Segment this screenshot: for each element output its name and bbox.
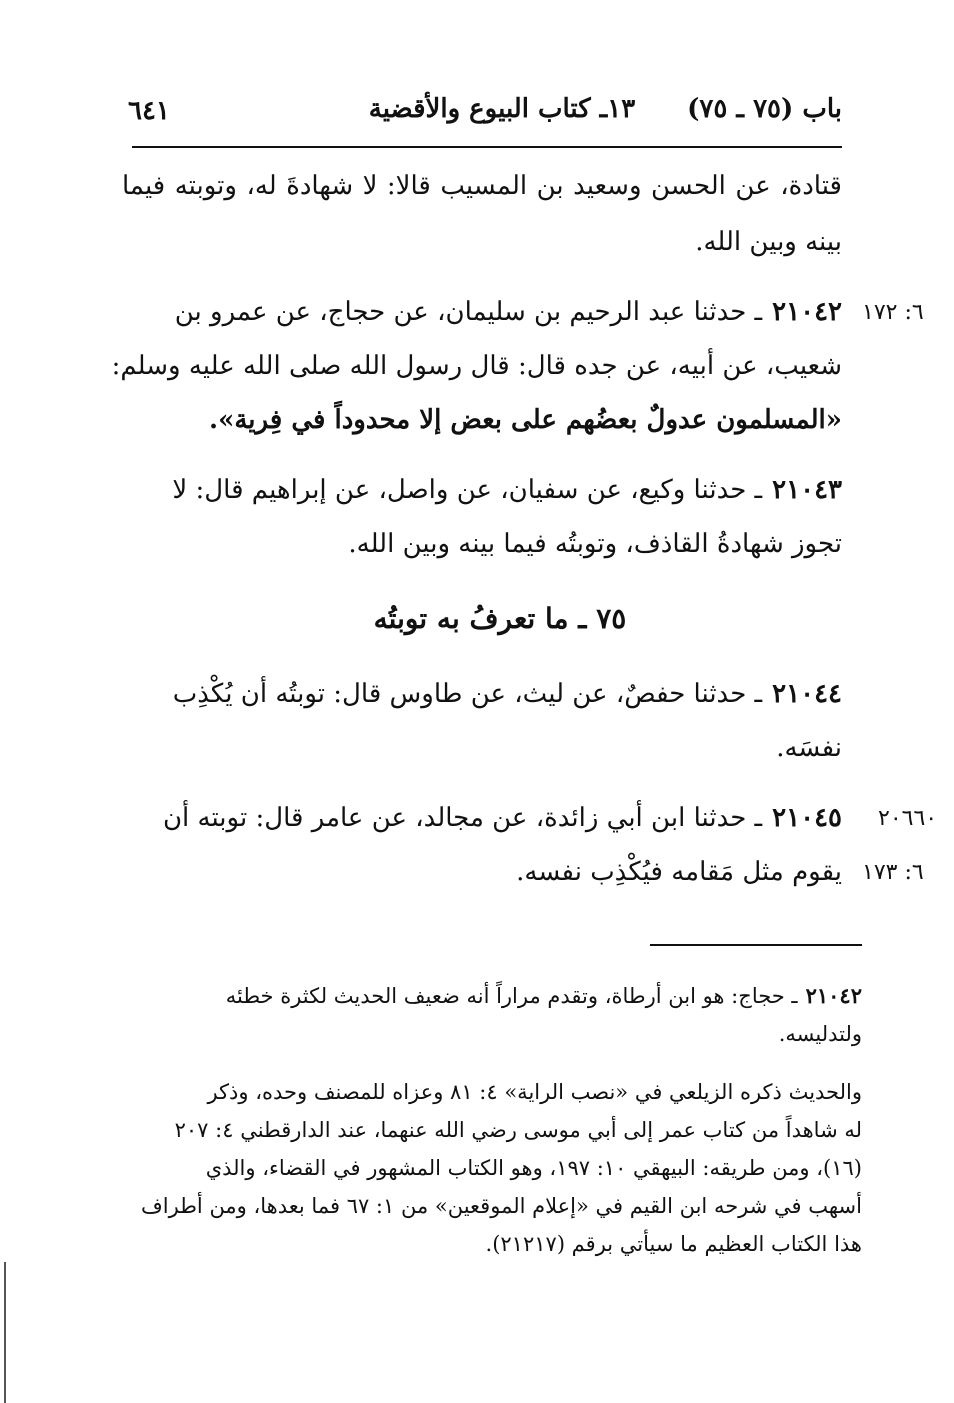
- paragraph-line: يقوم مثل مَقامه فيُكْذِب نفسه.: [516, 857, 842, 887]
- paragraph-line: بينه وبين الله.: [695, 227, 842, 257]
- footnote-line: ولتدليسه.: [778, 1022, 862, 1046]
- hadith-paragraph-21042: [122, 298, 842, 326]
- paragraph-text: ـ حدثنا حفصٌ، عن ليث، عن طاوس قال: توبتُه أن يُكْذِب: [172, 679, 763, 709]
- paragraph-line: شعيب، عن أبيه، عن جده قال: قال رسول الله صلى الله عليه وسلم:: [111, 351, 842, 381]
- paragraph-line: قتادة، عن الحسن وسعيد بن المسيب قالا: لا شهادةَ له، وتوبته فيما: [122, 171, 842, 201]
- margin-reference: ٦: ١٧٢: [862, 300, 924, 325]
- hadith-paragraph-21045: [122, 804, 842, 832]
- paragraph-text: ـ حدثنا وكيع، عن سفيان، عن واصل، عن إبراهيم قال: لا: [172, 475, 763, 505]
- margin-reference: ٦: ١٧٣: [862, 860, 924, 885]
- paragraph-text: ـ حدثنا عبد الرحيم بن سليمان، عن حجاج، عن عمرو بن: [174, 297, 763, 327]
- paragraph-line: تجوز شهادةُ القاذف، وتوبتُه فيما بينه وبين الله.: [348, 529, 842, 559]
- section-title: ٧٥ ـ ما تعرفُ به توبتُه: [373, 602, 627, 635]
- hadith-number: ٢١٠٤٤: [772, 679, 842, 709]
- hadith-paragraph-21044: [122, 680, 842, 708]
- footnote-line: أسهب في شرحه ابن القيم في «إعلام الموقعين» من ١: ٦٧ فما بعدها، ومن أطراف: [141, 1194, 862, 1218]
- chapter-reference: باب (٧٥ ـ ٧٥): [687, 94, 842, 124]
- scan-edge: [4, 1262, 6, 1403]
- book-title: ١٣ـ كتاب البيوع والأقضية: [368, 94, 636, 124]
- margin-reference: ٢٠٦٦٠: [878, 806, 938, 831]
- paragraph-line: نفسَه.: [776, 733, 842, 763]
- hadith-paragraph-21043: [122, 476, 842, 504]
- hadith-number: ٢١٠٤٢: [772, 297, 842, 327]
- hadith-quote: «المسلمون عدولٌ بعضُهم على بعض إلا محدوداً في فِرية».: [209, 405, 842, 435]
- footnote-line: هذا الكتاب العظيم ما سيأتي برقم (٢١٢١٧).: [485, 1232, 862, 1256]
- footnote-number: ٢١٠٤٢: [805, 983, 862, 1008]
- footnote-text: ـ حجاج: هو ابن أرطاة، وتقدم مراراً أنه ضعيف الحديث لكثرة خطئه: [225, 984, 798, 1008]
- header-rule: [132, 146, 842, 148]
- footnote-line: (١٦)، ومن طريقه: البيهقي ١٠: ١٩٧، وهو الكتاب المشهور في القضاء، والذي: [205, 1156, 862, 1180]
- footnote-line: والحديث ذكره الزيلعي في «نصب الراية» ٤: ٨١ وعزاه للمصنف وحده، وذكر: [207, 1080, 862, 1104]
- footnote-21042: [122, 984, 862, 1008]
- footnote-rule: [650, 944, 862, 946]
- footnote-line: له شاهداً من كتاب عمر إلى أبي موسى رضي الله عنهما، عند الدارقطني ٤: ٢٠٧: [174, 1118, 862, 1142]
- paragraph-text: ـ حدثنا ابن أبي زائدة، عن مجالد، عن عامر قال: توبته أن: [162, 803, 763, 833]
- hadith-number: ٢١٠٤٣: [772, 475, 842, 505]
- hadith-number: ٢١٠٤٥: [772, 803, 842, 833]
- page-number: ٦٤١: [128, 96, 170, 126]
